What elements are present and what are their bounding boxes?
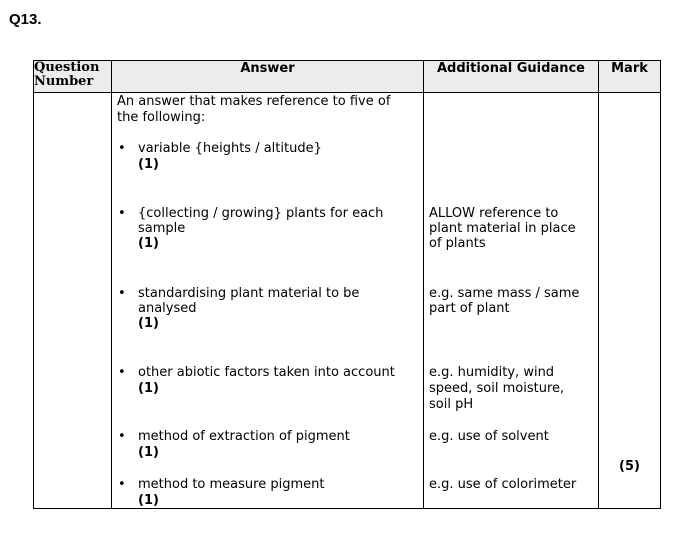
header-question-number-line1: Question (34, 60, 100, 75)
point-5-mark: (1) (138, 445, 159, 460)
point-4-line-1: other abiotic factors taken into account (138, 365, 395, 380)
bullet-icon: • (118, 477, 126, 492)
point-4-mark: (1) (138, 381, 159, 396)
header-question-number-line2: Number (34, 74, 94, 89)
mark-scheme-table (33, 60, 661, 509)
total-mark: (5) (619, 459, 640, 474)
guidance-5-line-1: e.g. use of solvent (429, 429, 549, 444)
header-guidance: Additional Guidance (424, 61, 599, 93)
answer-cell (112, 93, 424, 509)
bullet-icon: • (118, 429, 126, 444)
mark-cell (599, 93, 661, 509)
bullet-icon: • (118, 206, 126, 221)
question-number-cell (34, 93, 112, 509)
point-3-line-1: standardising plant material to be (138, 286, 360, 301)
point-6-mark: (1) (138, 493, 159, 508)
guidance-2-line-1: ALLOW reference to (429, 206, 559, 221)
guidance-6-line-1: e.g. use of colorimeter (429, 477, 577, 492)
point-2-line-2: sample (138, 221, 186, 236)
point-2-line-1: {collecting / growing} plants for each (138, 206, 384, 221)
bullet-icon: • (118, 365, 126, 380)
bullet-icon: • (118, 286, 126, 301)
point-1-line-1: variable {heights / altitude} (138, 141, 322, 156)
intro-line-2: the following: (117, 110, 206, 125)
header-question-number (34, 61, 112, 93)
point-2-mark: (1) (138, 236, 159, 251)
point-3-mark: (1) (138, 316, 159, 331)
guidance-3-line-1: e.g. same mass / same (429, 286, 580, 301)
intro-line-1: An answer that makes reference to five of (117, 94, 391, 109)
header-answer: Answer (112, 61, 424, 93)
guidance-2-line-3: of plants (429, 236, 486, 251)
body-row (34, 93, 661, 509)
guidance-2-line-2: plant material in place (429, 221, 576, 236)
bullet-icon: • (118, 141, 126, 156)
header-mark: Mark (599, 61, 661, 93)
guidance-4-line-3: soil pH (429, 397, 474, 412)
guidance-3-line-2: part of plant (429, 301, 510, 316)
point-1-mark: (1) (138, 157, 159, 172)
point-3-line-2: analysed (138, 301, 197, 316)
point-6-line-1: method to measure pigment (138, 477, 325, 492)
guidance-cell (424, 93, 599, 509)
question-label: Q13. (9, 11, 42, 28)
guidance-4-line-2: speed, soil moisture, (429, 381, 565, 396)
header-row (34, 61, 661, 93)
point-5-line-1: method of extraction of pigment (138, 429, 350, 444)
guidance-4-line-1: e.g. humidity, wind (429, 365, 555, 380)
